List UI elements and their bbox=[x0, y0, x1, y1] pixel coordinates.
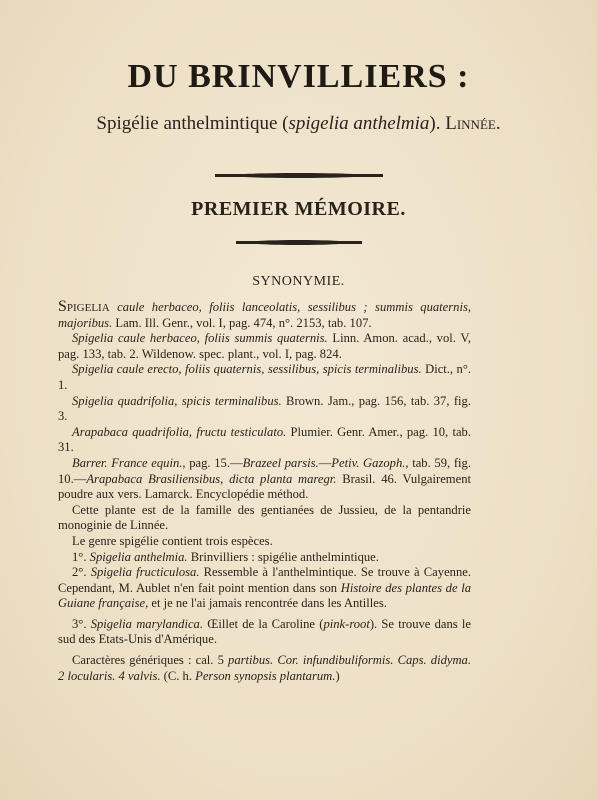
text: (C. h. bbox=[160, 668, 196, 683]
italic-text: Histoire des plantes de la Guiane française, bbox=[58, 580, 471, 611]
text: Brown. Jam., pag. 156, tab. 37, fig. 3. bbox=[58, 393, 471, 424]
italic-text: Person synopsis plantarum. bbox=[195, 668, 336, 683]
text: , pag. 15.— bbox=[182, 455, 243, 470]
text: Ressemble à l'anthelmintique. Se trouve à Cayenne. Cependant, M. Aublet n'en fait point mention dans son bbox=[58, 565, 471, 595]
paragraph: Cette plante est de la famille des gentianées de Jussieu, de la pentandrie monoginie de Linnée. bbox=[58, 502, 471, 533]
text: Œillet de la Caroline ( bbox=[203, 616, 324, 631]
text: Lam. Ill. Genr., vol. I, pag. 474, n°. 2153, tab. 107. bbox=[112, 315, 372, 330]
paragraph bbox=[58, 299, 471, 331]
italic-text: Barrer. France equin. bbox=[72, 455, 183, 470]
paragraph bbox=[58, 456, 471, 503]
text: ). Se trouve dans le sud des Etats-Unis d'Amérique. bbox=[58, 616, 471, 647]
text: Plumier. Genr. Amer., pag. 10, tab. 31. bbox=[58, 424, 471, 455]
italic-text: Spigelia fructiculosa. bbox=[90, 565, 200, 580]
text: Brinvilliers : spigélie anthelmintique. bbox=[187, 549, 379, 564]
text: Dict., n°. 1. bbox=[58, 362, 472, 392]
italic-text: Spigelia quadrifolia, spicis terminalibus. bbox=[72, 393, 282, 408]
memoire-title: PREMIER MÉMOIRE. bbox=[191, 198, 406, 220]
decorative-rule-bottom bbox=[236, 241, 362, 244]
paragraph bbox=[58, 653, 471, 684]
paragraph: Le genre spigélie contient trois espèces. bbox=[72, 533, 273, 548]
text: — bbox=[318, 455, 332, 470]
paragraph bbox=[58, 617, 471, 648]
text: Brasil. 46. Vulgairement poudre aux vers. Lamarck. Encyclopédie méthod. bbox=[58, 471, 471, 502]
subtitle-author: Linnée. bbox=[445, 113, 501, 134]
section-heading: SYNONYMIE. bbox=[252, 274, 345, 289]
italic-text: Spigelia anthelmia. bbox=[89, 549, 188, 564]
paragraph bbox=[58, 425, 471, 456]
text: Linn. Amon. acad., vol. V, pag. 133, tab. 2. Wildenow. spec. plant., vol. I, pag. 824. bbox=[58, 331, 471, 361]
paragraph bbox=[58, 565, 471, 612]
paragraph bbox=[58, 362, 471, 393]
subtitle-species: spigelia anthelmia bbox=[288, 113, 430, 134]
italic-text: Spigelia marylandica. bbox=[90, 616, 204, 631]
italic-text: Spigelia caule herbaceo, foliis summis quaternis. bbox=[72, 331, 328, 346]
subtitle-text: Spigélie anthelmintique ( bbox=[96, 113, 289, 134]
italic-text: pink-root bbox=[323, 616, 370, 631]
italic-text: Petiv. Gazoph. bbox=[331, 455, 406, 470]
text: , tab. 59, fig. 10.— bbox=[58, 455, 471, 486]
paragraph bbox=[58, 394, 471, 425]
body-text bbox=[58, 299, 471, 684]
italic-text: Spigelia caule erecto, foliis quaternis, sessilibus, spicis terminalibus. bbox=[72, 362, 422, 377]
page-title: DU BRINVILLIERS : bbox=[127, 58, 470, 95]
page-subtitle bbox=[0, 113, 597, 135]
paragraph bbox=[58, 331, 471, 362]
genus-name: Spigelia bbox=[58, 298, 110, 315]
italic-text: partibus. Cor. infundibuliformis. Caps. didyma. 2 locularis. 4 valvis. bbox=[58, 653, 471, 683]
italic-text: Brazeel parsis. bbox=[242, 455, 319, 470]
text: 2°. bbox=[72, 565, 91, 580]
italic-text: Arapabaca Brasiliensibus, dicta planta maregr. bbox=[86, 471, 337, 486]
subtitle-close: ). bbox=[429, 113, 446, 134]
text: et je ne l'ai jamais rencontrée dans les Antilles. bbox=[148, 596, 387, 611]
text: Caractères génériques : cal. 5 bbox=[72, 653, 229, 668]
decorative-rule-top bbox=[215, 174, 383, 177]
text: ) bbox=[335, 668, 340, 683]
text: 3°. bbox=[72, 616, 91, 631]
italic-text: caule herbaceo, foliis lanceolatis, sessilibus ; summis quaternis, majoribus. bbox=[58, 300, 471, 330]
paragraph bbox=[58, 550, 471, 566]
italic-text: Arapabaca quadrifolia, fructu testiculato. bbox=[72, 424, 287, 439]
text: 1°. bbox=[72, 549, 90, 564]
